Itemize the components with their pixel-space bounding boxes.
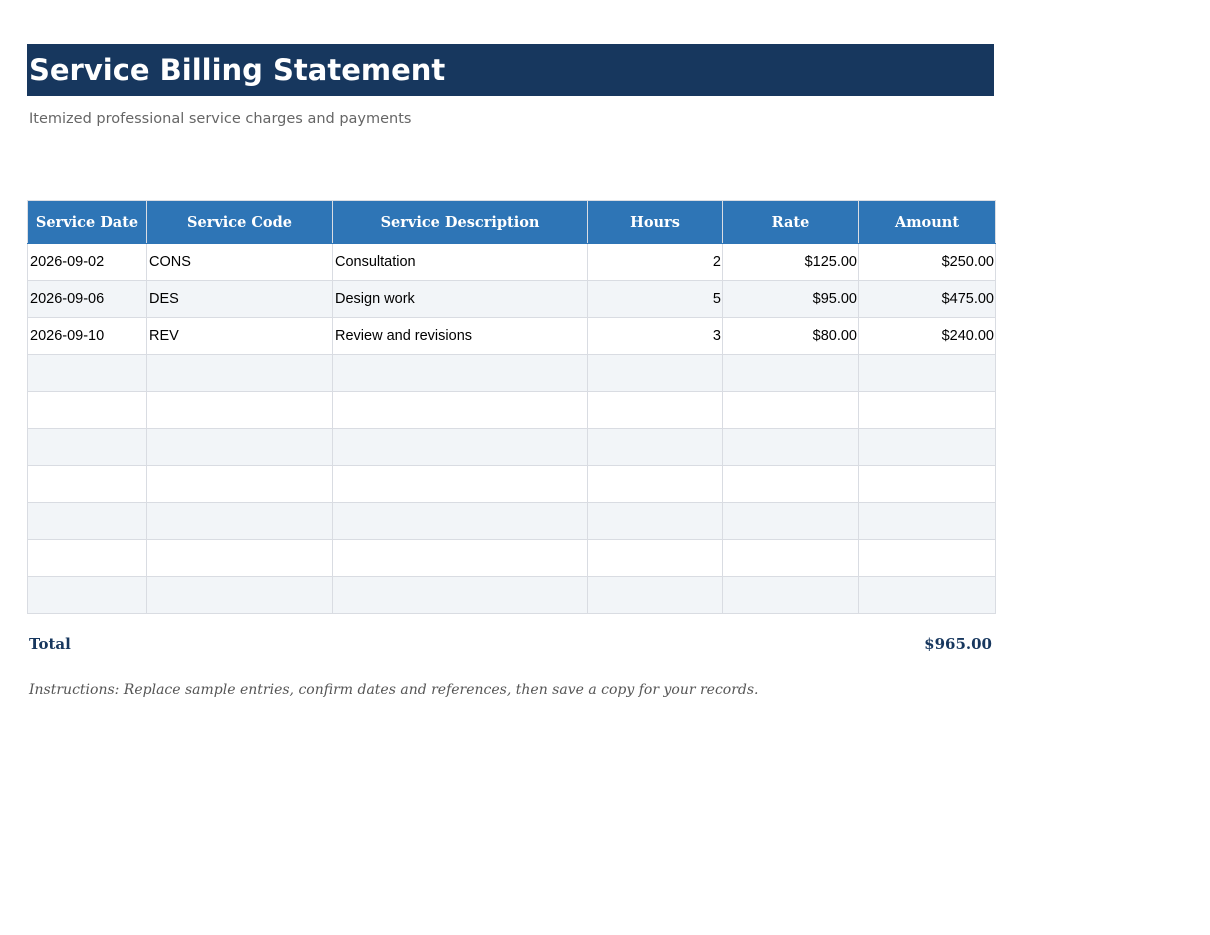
cell-service-date[interactable] <box>28 392 147 429</box>
cell-service-description[interactable]: Design work <box>333 281 588 318</box>
cell-service-description[interactable] <box>333 355 588 392</box>
table-row <box>28 281 996 318</box>
cell-service-date[interactable] <box>28 577 147 614</box>
cell-rate[interactable]: $125.00 <box>723 244 859 281</box>
cell-service-description[interactable] <box>333 503 588 540</box>
cell-rate[interactable] <box>723 392 859 429</box>
cell-rate[interactable] <box>723 503 859 540</box>
table-row <box>28 429 996 466</box>
cell-service-description[interactable] <box>333 392 588 429</box>
cell-service-description[interactable]: Review and revisions <box>333 318 588 355</box>
cell-service-date[interactable] <box>28 429 147 466</box>
cell-amount[interactable] <box>859 466 996 503</box>
cell-rate[interactable] <box>723 355 859 392</box>
cell-amount[interactable] <box>859 577 996 614</box>
cell-service-date[interactable]: 2026-09-06 <box>28 281 147 318</box>
cell-rate[interactable]: $95.00 <box>723 281 859 318</box>
page-title: Service Billing Statement <box>29 53 446 87</box>
cell-service-date[interactable] <box>28 503 147 540</box>
total-amount[interactable]: $965.00 <box>924 635 992 653</box>
column-header-service-code[interactable]: Service Code <box>147 201 333 244</box>
cell-amount[interactable] <box>859 392 996 429</box>
cell-hours[interactable] <box>588 577 723 614</box>
cell-amount[interactable] <box>859 429 996 466</box>
cell-hours[interactable]: 3 <box>588 318 723 355</box>
instructions-note: Instructions: Replace sample entries, confirm dates and references, then save a copy for your records. <box>29 682 759 698</box>
cell-service-description[interactable] <box>333 577 588 614</box>
cell-rate[interactable] <box>723 429 859 466</box>
cell-service-description[interactable]: Consultation <box>333 244 588 281</box>
cell-hours[interactable] <box>588 503 723 540</box>
cell-amount[interactable]: $250.00 <box>859 244 996 281</box>
cell-amount[interactable]: $240.00 <box>859 318 996 355</box>
cell-hours[interactable] <box>588 355 723 392</box>
cell-hours[interactable] <box>588 429 723 466</box>
cell-service-date[interactable] <box>28 540 147 577</box>
cell-rate[interactable]: $80.00 <box>723 318 859 355</box>
table-row <box>28 577 996 614</box>
table-row <box>28 318 996 355</box>
cell-service-code[interactable]: DES <box>147 281 333 318</box>
title-banner <box>27 44 994 96</box>
column-header-service-date[interactable]: Service Date <box>28 201 147 244</box>
cell-rate[interactable] <box>723 466 859 503</box>
page-subtitle: Itemized professional service charges and payments <box>29 111 412 127</box>
column-header-hours[interactable]: Hours <box>588 201 723 244</box>
billing-table <box>27 200 996 614</box>
cell-rate[interactable] <box>723 540 859 577</box>
cell-hours[interactable] <box>588 466 723 503</box>
cell-hours[interactable]: 5 <box>588 281 723 318</box>
cell-hours[interactable] <box>588 540 723 577</box>
total-label: Total <box>29 635 71 653</box>
cell-service-code[interactable] <box>147 355 333 392</box>
cell-amount[interactable] <box>859 503 996 540</box>
cell-service-date[interactable] <box>28 355 147 392</box>
cell-service-code[interactable] <box>147 392 333 429</box>
table-row <box>28 503 996 540</box>
cell-service-description[interactable] <box>333 429 588 466</box>
cell-service-date[interactable] <box>28 466 147 503</box>
cell-service-code[interactable] <box>147 540 333 577</box>
column-header-amount[interactable]: Amount <box>859 201 996 244</box>
cell-service-date[interactable]: 2026-09-10 <box>28 318 147 355</box>
cell-service-code[interactable]: CONS <box>147 244 333 281</box>
cell-hours[interactable] <box>588 392 723 429</box>
cell-amount[interactable] <box>859 540 996 577</box>
cell-service-code[interactable] <box>147 466 333 503</box>
cell-service-code[interactable]: REV <box>147 318 333 355</box>
cell-service-description[interactable] <box>333 466 588 503</box>
cell-service-date[interactable]: 2026-09-02 <box>28 244 147 281</box>
table-row <box>28 355 996 392</box>
column-header-service-description[interactable]: Service Description <box>333 201 588 244</box>
cell-amount[interactable] <box>859 355 996 392</box>
cell-amount[interactable]: $475.00 <box>859 281 996 318</box>
table-row <box>28 540 996 577</box>
table-row <box>28 392 996 429</box>
table-row <box>28 466 996 503</box>
cell-service-code[interactable] <box>147 503 333 540</box>
cell-service-description[interactable] <box>333 540 588 577</box>
column-header-rate[interactable]: Rate <box>723 201 859 244</box>
table-header-row <box>28 201 996 244</box>
table-row <box>28 244 996 281</box>
cell-hours[interactable]: 2 <box>588 244 723 281</box>
cell-service-code[interactable] <box>147 577 333 614</box>
cell-rate[interactable] <box>723 577 859 614</box>
cell-service-code[interactable] <box>147 429 333 466</box>
